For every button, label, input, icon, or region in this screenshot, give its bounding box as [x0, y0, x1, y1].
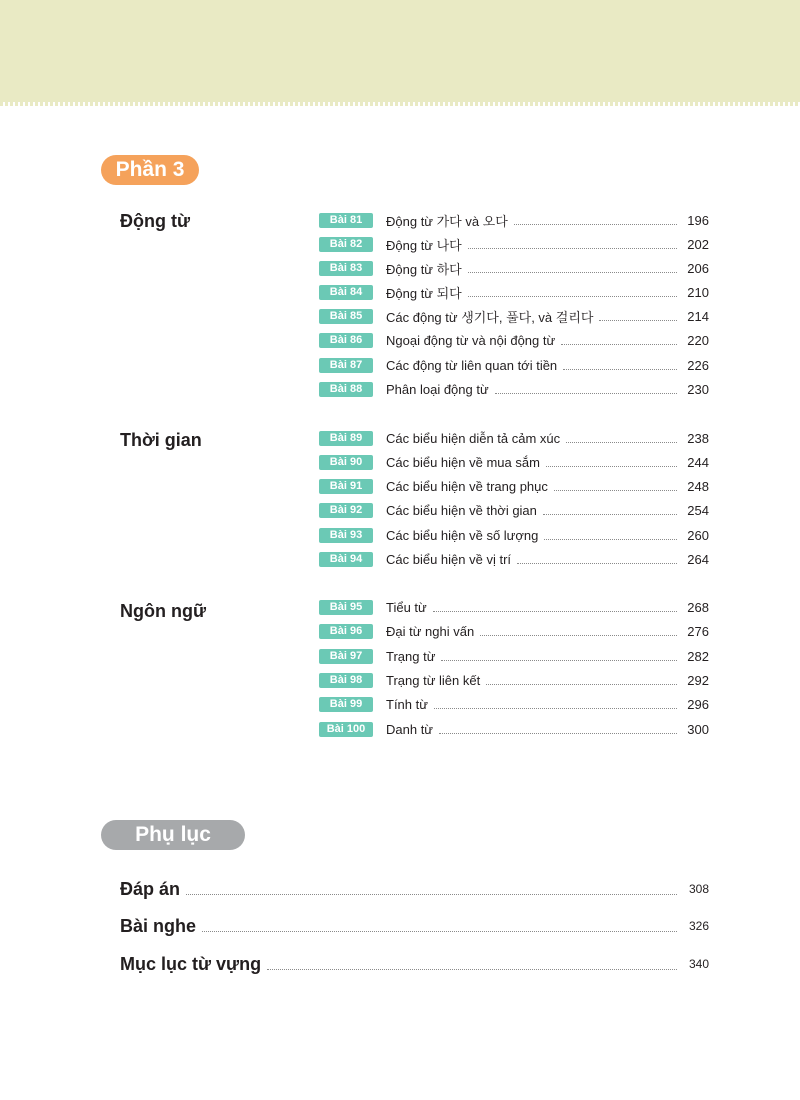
toc-entry-appendix[interactable] [120, 914, 709, 938]
section-title-language: Ngôn ngữ [120, 601, 207, 621]
page-number: 206 [687, 260, 709, 276]
page-number: 268 [687, 599, 709, 615]
lesson-badge: Bài 90 [319, 455, 373, 470]
dot-leader [543, 513, 677, 515]
lesson-badge: Bài 91 [319, 479, 373, 494]
header-band [0, 0, 800, 102]
toc-entry[interactable] [319, 720, 709, 738]
lesson-badge: Bài 97 [319, 649, 373, 664]
page-number: 248 [687, 478, 709, 494]
toc-entry[interactable] [319, 671, 709, 689]
dot-leader [433, 610, 677, 612]
toc-entry[interactable] [319, 647, 709, 665]
page-number: 196 [687, 212, 709, 228]
page-number: 260 [687, 527, 709, 543]
toc-entry[interactable] [319, 622, 709, 640]
lesson-title: Các biểu hiện về thời gian [386, 502, 537, 518]
toc-entry[interactable] [319, 501, 709, 519]
dot-leader [480, 634, 677, 636]
page-number: 220 [687, 332, 709, 348]
dot-leader [561, 343, 677, 345]
dot-leader [468, 247, 677, 249]
lesson-title: Đại từ nghi vấn [386, 623, 475, 639]
section-title-time: Thời gian [120, 430, 202, 450]
toc-entry[interactable] [319, 307, 709, 325]
lesson-badge: Bài 86 [319, 333, 373, 348]
lesson-title: Các biểu hiện về trang phục [386, 478, 548, 494]
lesson-title: Tiểu từ [386, 599, 427, 615]
lesson-badge: Bài 81 [319, 213, 373, 228]
lesson-title: Các động từ 생기다, 풀다, và 걸리다 [386, 309, 594, 325]
toc-entry[interactable] [319, 598, 709, 616]
toc-entry[interactable] [319, 695, 709, 713]
appendix-title: Bài nghe [120, 915, 197, 936]
lesson-badge: Bài 95 [319, 600, 373, 615]
toc-entry[interactable] [319, 429, 709, 447]
page-number: 226 [687, 357, 709, 373]
lesson-title: Động từ 하다 [386, 261, 462, 277]
lesson-badge: Bài 92 [319, 503, 373, 518]
dot-leader [439, 732, 677, 734]
dot-leader [495, 392, 677, 394]
toc-entry-appendix[interactable] [120, 877, 709, 901]
toc-entry[interactable] [319, 550, 709, 568]
toc-entry[interactable] [319, 477, 709, 495]
page-number: 296 [687, 696, 709, 712]
lesson-title: Động từ 나다 [386, 237, 462, 253]
lesson-badge: Bài 99 [319, 697, 373, 712]
lesson-title: Phân loại động từ [386, 381, 489, 397]
appendix-title: Đáp án [120, 878, 181, 899]
dot-leader [441, 659, 677, 661]
dot-leader [554, 489, 677, 491]
dot-leader [546, 465, 677, 467]
lesson-title: Các biểu hiện về mua sắm [386, 454, 540, 470]
lesson-badge: Bài 94 [319, 552, 373, 567]
lesson-badge: Bài 85 [319, 309, 373, 324]
lesson-badge: Bài 89 [319, 431, 373, 446]
lesson-badge: Bài 87 [319, 358, 373, 373]
page-number: 326 [688, 919, 709, 933]
lesson-badge: Bài 96 [319, 624, 373, 639]
section-title-verbs: Động từ [120, 211, 191, 231]
lesson-badge: Bài 83 [319, 261, 373, 276]
lesson-badge: Bài 88 [319, 382, 373, 397]
appendix-label: Phụ lục [101, 820, 245, 850]
lesson-badge: Bài 82 [319, 237, 373, 252]
lesson-badge: Bài 84 [319, 285, 373, 300]
dot-leader [566, 441, 677, 443]
lesson-title: Trạng từ liên kết [386, 672, 481, 688]
part-label: Phần 3 [101, 155, 199, 185]
dot-leader [434, 707, 677, 709]
dot-leader [186, 893, 677, 895]
lesson-badge: Bài 93 [319, 528, 373, 543]
dot-leader [486, 683, 677, 685]
lesson-title: Động từ 되다 [386, 285, 462, 301]
lesson-title: Ngoại động từ và nội động từ [386, 332, 556, 348]
lesson-title: Động từ 가다 và 오다 [386, 213, 508, 229]
page-number: 230 [687, 381, 709, 397]
dot-leader [563, 368, 677, 370]
dot-leader [202, 930, 677, 932]
dot-leader [514, 223, 677, 225]
page-number: 340 [688, 957, 709, 971]
toc-entry[interactable] [319, 380, 709, 398]
dot-leader [544, 538, 677, 540]
toc-entry[interactable] [319, 283, 709, 301]
toc-entry[interactable] [319, 526, 709, 544]
lesson-title: Các biểu hiện về vị trí [386, 551, 512, 567]
page-number: 254 [687, 502, 709, 518]
dot-leader [468, 295, 677, 297]
lesson-title: Các biểu hiện diễn tả cảm xúc [386, 430, 561, 446]
lesson-badge: Bài 98 [319, 673, 373, 688]
page-number: 238 [687, 430, 709, 446]
page-number: 282 [687, 648, 709, 664]
page-number: 308 [688, 882, 709, 896]
page-number: 214 [687, 308, 709, 324]
toc-entry[interactable] [319, 356, 709, 374]
page-number: 276 [687, 623, 709, 639]
toc-entry[interactable] [319, 453, 709, 471]
dot-leader [517, 562, 677, 564]
page-number: 292 [687, 672, 709, 688]
appendix-title: Mục lục từ vựng [120, 953, 262, 974]
toc-entry[interactable] [319, 259, 709, 277]
lesson-title: Trạng từ [386, 648, 436, 664]
dot-leader [599, 319, 677, 321]
dot-leader [468, 271, 677, 273]
lesson-title: Các động từ liên quan tới tiền [386, 357, 558, 373]
page-number: 210 [687, 284, 709, 300]
toc-entry[interactable] [319, 331, 709, 349]
page-number: 264 [687, 551, 709, 567]
toc-entry[interactable] [319, 211, 709, 229]
page-number: 300 [687, 721, 709, 737]
page-number: 202 [687, 236, 709, 252]
lesson-title: Các biểu hiện về số lượng [386, 527, 539, 543]
lesson-title: Danh từ [386, 721, 434, 737]
dot-leader [267, 968, 677, 970]
toc-entry-appendix[interactable] [120, 952, 709, 976]
lesson-title: Tính từ [386, 696, 428, 712]
page-number: 244 [687, 454, 709, 470]
lesson-badge: Bài 100 [319, 722, 373, 737]
toc-entry[interactable] [319, 235, 709, 253]
